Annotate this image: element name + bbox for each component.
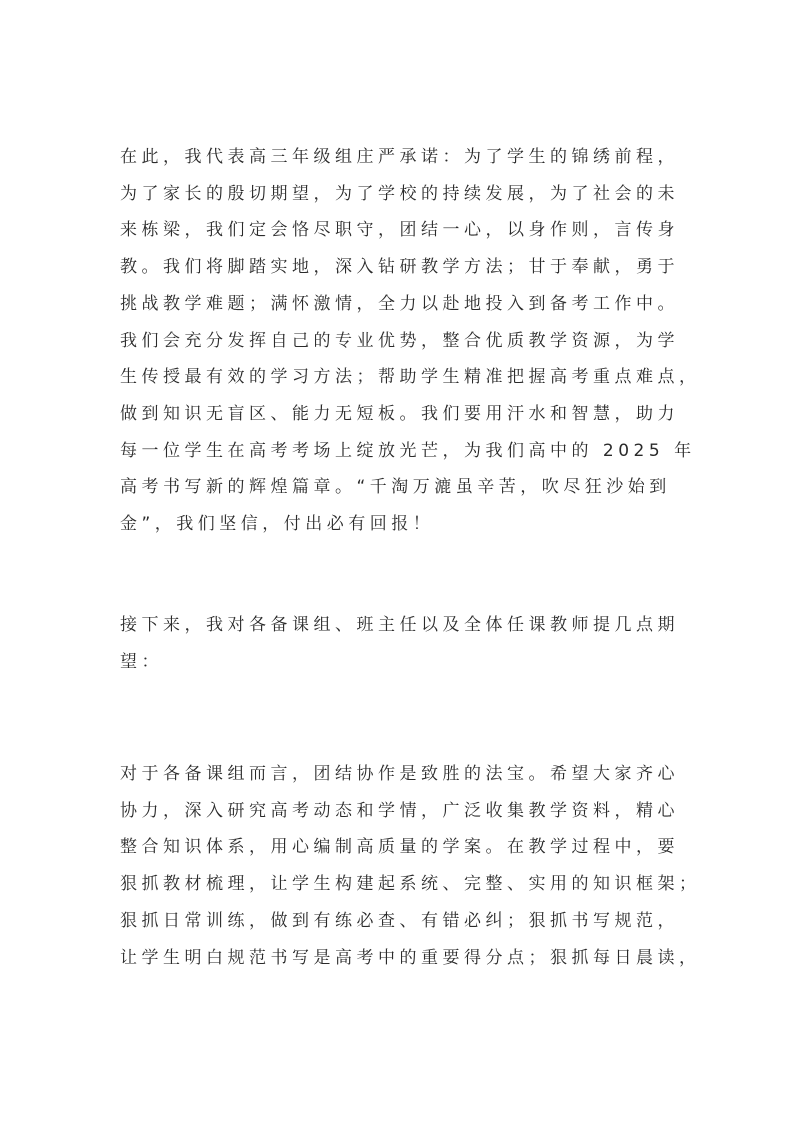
- text-line: 金”，我们坚信，付出必有回报！: [120, 514, 435, 534]
- text-line: 对于各备课组而言，团结协作是致胜的法宝。希望大家齐心: [120, 764, 679, 784]
- text-line: 高考书写新的辉煌篇章。“千淘万漉虽辛苦，吹尽狂沙始到: [120, 477, 671, 498]
- text-line: 生传授最有效的学习方法；帮助学生精准把握高考重点难点，: [120, 367, 701, 388]
- text-line: 狠抓日常训练，做到有练必查、有错必纠；狠抓书写规范，: [120, 910, 679, 931]
- text-line: 每一位学生在高考考场上绽放光芒，为我们高中的 2025 年: [120, 440, 696, 461]
- text-line: 整合知识体系，用心编制高质量的学案。在教学过程中，要: [120, 837, 679, 858]
- text-line: 狠抓教材梳理，让学生构建起系统、完整、实用的知识框架；: [120, 874, 701, 895]
- text-line: 接下来，我对各备课组、班主任以及全体任课教师提几点期: [120, 615, 679, 635]
- text-line: 做到知识无盲区、能力无短板。我们要用汗水和智慧，助力: [120, 403, 679, 424]
- text-line: 让学生明白规范书写是高考中的重要得分点；狠抓每日晨读，: [120, 947, 701, 968]
- text-line: 协力，深入研究高考动态和学情，广泛收集教学资料，精心: [120, 800, 679, 821]
- text-line: 来栋梁，我们定会恪尽职守，团结一心，以身作则，言传身: [120, 220, 679, 241]
- text-line: 挑战教学难题；满怀激情，全力以赴地投入到备考工作中。: [120, 293, 679, 314]
- text-line: 教。我们将脚踏实地，深入钻研教学方法；甘于奉献，勇于: [120, 257, 679, 278]
- text-line: 为了家长的殷切期望，为了学校的持续发展，为了社会的未: [120, 183, 679, 204]
- text-line: 望：: [120, 651, 163, 672]
- text-line: 在此，我代表高三年级组庄严承诺：为了学生的锦绣前程，: [120, 147, 679, 167]
- text-line: 我们会充分发挥自己的专业优势，整合优质教学资源，为学: [120, 330, 679, 351]
